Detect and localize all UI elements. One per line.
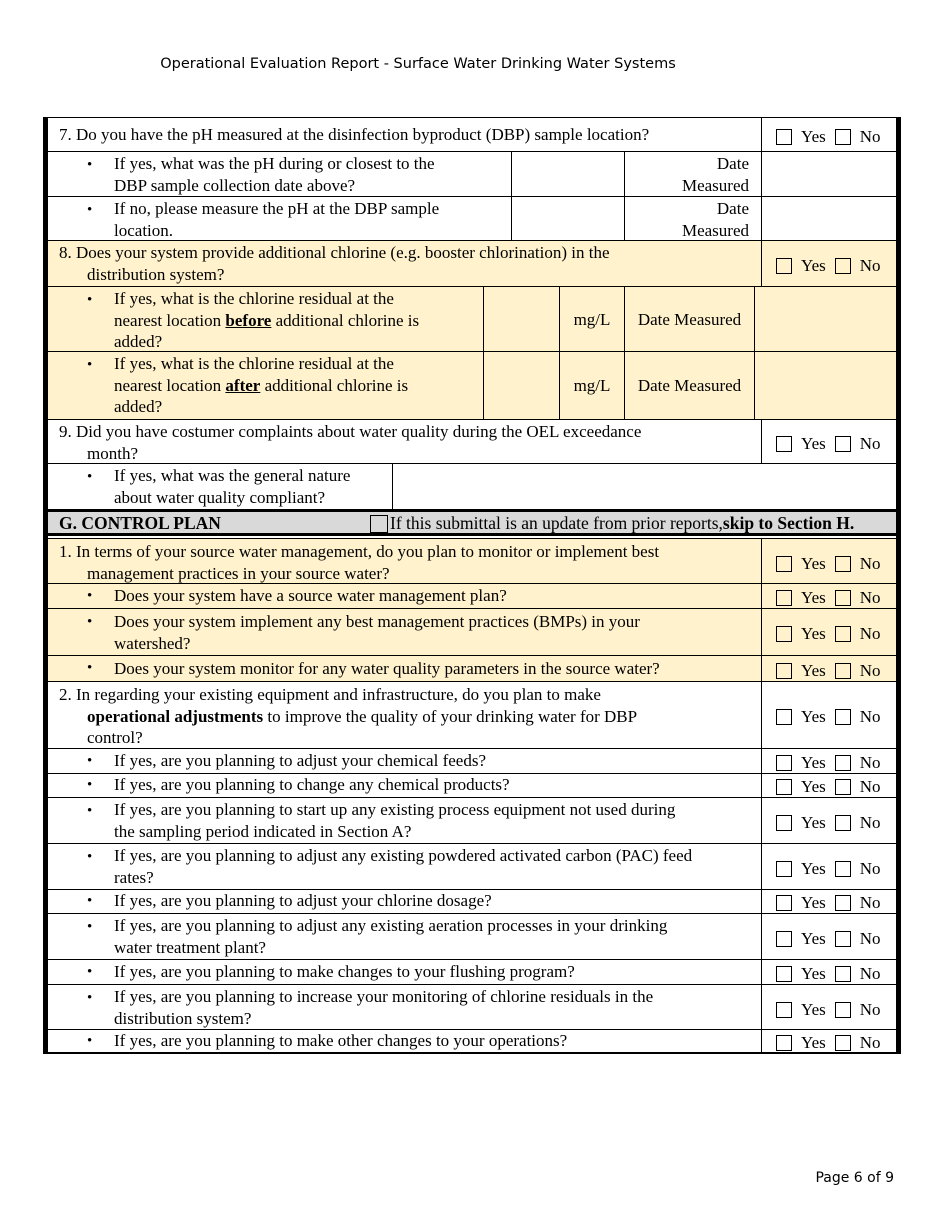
g2-s9-yes-no bbox=[776, 1032, 881, 1054]
no-label: No bbox=[859, 661, 881, 680]
g1a-yes-checkbox[interactable] bbox=[776, 590, 792, 606]
g1-question: management practices in your source water? bbox=[87, 563, 390, 583]
g2-s3-row bbox=[48, 797, 896, 843]
yes-label: Yes bbox=[801, 434, 826, 453]
q9-no-checkbox[interactable] bbox=[835, 436, 851, 452]
q9a-text: If yes, what was the general nature bbox=[114, 466, 351, 485]
no-label: No bbox=[859, 707, 881, 726]
q9-yes-no bbox=[776, 433, 881, 455]
page-number: Page 6 of 9 bbox=[815, 1170, 894, 1186]
yes-label: Yes bbox=[801, 661, 826, 680]
q9-question: 9. Did you have costumer complaints about water quality during the OEL exceedance bbox=[59, 422, 642, 441]
g2-question: 2. In regarding your existing equipment and infrastructure, do you plan to make bbox=[59, 685, 601, 704]
bullet: • bbox=[87, 964, 93, 980]
g1b-yes-checkbox[interactable] bbox=[776, 626, 792, 642]
q7b-ph-input[interactable] bbox=[511, 197, 624, 240]
g2-s8-no-checkbox[interactable] bbox=[835, 1002, 851, 1018]
date-label: Date bbox=[716, 154, 749, 173]
g2-s3-no-checkbox[interactable] bbox=[835, 815, 851, 831]
measured-label: Measured bbox=[681, 175, 749, 195]
q7-yes-no bbox=[776, 126, 881, 148]
q8a-text: If yes, what is the chlorine residual at the bbox=[114, 289, 394, 308]
g2-question: operational adjustments to improve the quality of your drinking water for DBP bbox=[87, 706, 638, 726]
g2-s9-yes-checkbox[interactable] bbox=[776, 1035, 792, 1051]
q7a-text: DBP sample collection date above? bbox=[114, 175, 356, 195]
yes-label: Yes bbox=[801, 554, 826, 573]
yes-label: Yes bbox=[801, 859, 826, 878]
g2-s5-row bbox=[48, 889, 896, 913]
g2-s5-yes-no bbox=[776, 892, 881, 914]
g2-s1-yes-checkbox[interactable] bbox=[776, 755, 792, 771]
bullet: • bbox=[87, 614, 93, 630]
table-bottom-border bbox=[48, 1052, 896, 1054]
q9-question: month? bbox=[87, 443, 138, 463]
update-skip-checkbox[interactable] bbox=[370, 515, 388, 533]
bullet: • bbox=[87, 157, 93, 173]
g2-s6-text: water treatment plant? bbox=[114, 937, 266, 957]
g1a-no-checkbox[interactable] bbox=[835, 590, 851, 606]
g2-s4-yes-checkbox[interactable] bbox=[776, 861, 792, 877]
bullet: • bbox=[87, 803, 93, 819]
q8a-text: added? bbox=[114, 332, 163, 351]
g2-s1-yes-no bbox=[776, 752, 881, 774]
g2-s3-yes-no bbox=[776, 812, 881, 834]
g2-s3-yes-checkbox[interactable] bbox=[776, 815, 792, 831]
g2-s4-no-checkbox[interactable] bbox=[835, 861, 851, 877]
q8b-text: nearest location after additional chlorine is bbox=[114, 375, 409, 395]
g2-no-checkbox[interactable] bbox=[835, 709, 851, 725]
g2-s9-no-checkbox[interactable] bbox=[835, 1035, 851, 1051]
no-label: No bbox=[859, 813, 881, 832]
g1a-text: Does your system have a source water management plan? bbox=[114, 586, 507, 605]
section-g-note: If this submittal is an update from prior reports, bbox=[390, 513, 723, 533]
q9-row bbox=[48, 419, 896, 463]
g2-s2-no-checkbox[interactable] bbox=[835, 779, 851, 795]
g2-s7-no-checkbox[interactable] bbox=[835, 966, 851, 982]
q8-no-checkbox[interactable] bbox=[835, 258, 851, 274]
q9a-text: about water quality compliant? bbox=[114, 487, 326, 507]
q7-question: 7. Do you have the pH measured at the disinfection byproduct (DBP) sample location? bbox=[59, 125, 650, 144]
g2-s2-yes-checkbox[interactable] bbox=[776, 779, 792, 795]
g2-s4-row bbox=[48, 843, 896, 889]
q9-yes-checkbox[interactable] bbox=[776, 436, 792, 452]
no-label: No bbox=[859, 893, 881, 912]
g2-s7-yes-checkbox[interactable] bbox=[776, 966, 792, 982]
bullet: • bbox=[87, 777, 93, 793]
no-label: No bbox=[859, 859, 881, 878]
q7b-date-input[interactable] bbox=[761, 197, 896, 240]
date-label: Date bbox=[716, 199, 749, 218]
no-label: No bbox=[859, 929, 881, 948]
g2-s7-row bbox=[48, 959, 896, 984]
section-g-title: G. CONTROL PLAN bbox=[59, 513, 221, 533]
bullet: • bbox=[87, 292, 93, 308]
g2-question: control? bbox=[87, 728, 143, 747]
g2-s4-text: rates? bbox=[114, 867, 154, 887]
g1-row bbox=[48, 538, 896, 583]
g2-s8-row bbox=[48, 984, 896, 1029]
bullet: • bbox=[87, 202, 93, 218]
g2-s6-no-checkbox[interactable] bbox=[835, 931, 851, 947]
g2-s6-yes-no bbox=[776, 928, 881, 950]
g2-s5-no-checkbox[interactable] bbox=[835, 895, 851, 911]
yes-label: Yes bbox=[801, 127, 826, 146]
yes-label: Yes bbox=[801, 588, 826, 607]
g2-s2-row bbox=[48, 773, 896, 797]
g2-s7-text: If yes, are you planning to make changes to your flushing program? bbox=[114, 962, 575, 981]
g2-s1-no-checkbox[interactable] bbox=[835, 755, 851, 771]
g1c-row bbox=[48, 655, 896, 681]
g2-s3-text: the sampling period indicated in Section A? bbox=[114, 821, 412, 841]
section-g-skip: skip to Section H. bbox=[722, 513, 855, 533]
bullet: • bbox=[87, 849, 93, 865]
no-label: No bbox=[859, 753, 881, 772]
no-label: No bbox=[859, 964, 881, 983]
q8a-text: nearest location before additional chlorine is bbox=[114, 310, 420, 330]
bullet: • bbox=[87, 893, 93, 909]
q7a-row bbox=[48, 151, 896, 196]
g2-s2-yes-no bbox=[776, 776, 881, 798]
g1b-yes-no bbox=[776, 623, 881, 645]
unit-label: mg/L bbox=[573, 376, 611, 395]
g2-s5-text: If yes, are you planning to adjust your chlorine dosage? bbox=[114, 891, 492, 910]
bullet: • bbox=[87, 588, 93, 604]
date-measured-label: Date Measured bbox=[637, 376, 742, 395]
no-label: No bbox=[859, 1000, 881, 1019]
g2-s9-row bbox=[48, 1029, 896, 1053]
q8-yes-checkbox[interactable] bbox=[776, 258, 792, 274]
unit-label: mg/L bbox=[573, 310, 611, 329]
q7-row bbox=[48, 117, 896, 151]
bullet: • bbox=[87, 990, 93, 1006]
q8b-date-input[interactable] bbox=[754, 352, 896, 419]
bullet: • bbox=[87, 660, 93, 676]
q8b-text: If yes, what is the chlorine residual at the bbox=[114, 354, 394, 373]
yes-label: Yes bbox=[801, 624, 826, 643]
bullet: • bbox=[87, 753, 93, 769]
g2-row bbox=[48, 681, 896, 748]
page-header: Operational Evaluation Report - Surface Water Drinking Water Systems bbox=[160, 56, 676, 72]
g2-s2-text: If yes, are you planning to change any chemical products? bbox=[114, 775, 510, 794]
q7-yes-checkbox[interactable] bbox=[776, 129, 792, 145]
q9a-answer-input[interactable] bbox=[392, 464, 896, 509]
g2-s4-text: If yes, are you planning to adjust any existing powdered activated carbon (PAC) feed bbox=[114, 846, 693, 865]
g2-s8-yes-checkbox[interactable] bbox=[776, 1002, 792, 1018]
q8-question: 8. Does your system provide additional chlorine (e.g. booster chlorination) in the bbox=[59, 243, 610, 262]
g1b-no-checkbox[interactable] bbox=[835, 626, 851, 642]
g2-s1-row bbox=[48, 748, 896, 773]
yes-label: Yes bbox=[801, 1033, 826, 1052]
yes-label: Yes bbox=[801, 893, 826, 912]
g2-s8-text: distribution system? bbox=[114, 1008, 252, 1028]
g1c-text: Does your system monitor for any water quality parameters in the source water? bbox=[114, 659, 660, 678]
g2-yes-no bbox=[776, 706, 881, 728]
yes-label: Yes bbox=[801, 1000, 826, 1019]
q8-yes-no bbox=[776, 255, 881, 277]
g2-s8-yes-no bbox=[776, 999, 881, 1021]
section-g-header bbox=[48, 509, 896, 536]
no-label: No bbox=[859, 588, 881, 607]
q8a-row bbox=[48, 286, 896, 351]
g1c-yes-no bbox=[776, 660, 881, 682]
yes-label: Yes bbox=[801, 777, 826, 796]
q8a-residual-input[interactable] bbox=[483, 287, 559, 351]
q7b-text: location. bbox=[114, 220, 174, 240]
g2-s1-text: If yes, are you planning to adjust your chemical feeds? bbox=[114, 751, 486, 770]
q7a-date-input[interactable] bbox=[761, 152, 896, 196]
g1c-no-checkbox[interactable] bbox=[835, 663, 851, 679]
g2-s6-yes-checkbox[interactable] bbox=[776, 931, 792, 947]
bullet: • bbox=[87, 1033, 93, 1049]
g1b-row bbox=[48, 608, 896, 655]
q9a-row bbox=[48, 463, 896, 509]
g1b-text: watershed? bbox=[114, 633, 191, 653]
yes-label: Yes bbox=[801, 707, 826, 726]
g2-s6-text: If yes, are you planning to adjust any existing aeration processes in your drinking bbox=[114, 916, 668, 935]
form-table bbox=[43, 117, 901, 1054]
q7-no-checkbox[interactable] bbox=[835, 129, 851, 145]
q7a-text: If yes, what was the pH during or closest to the bbox=[114, 154, 435, 173]
g2-s5-yes-checkbox[interactable] bbox=[776, 895, 792, 911]
yes-label: Yes bbox=[801, 256, 826, 275]
no-label: No bbox=[859, 777, 881, 796]
q7b-row bbox=[48, 196, 896, 240]
date-measured-label: Date Measured bbox=[637, 310, 742, 329]
g2-s3-text: If yes, are you planning to start up any existing process equipment not used during bbox=[114, 800, 676, 819]
no-label: No bbox=[859, 624, 881, 643]
g1b-text: Does your system implement any best management practices (BMPs) in your bbox=[114, 612, 640, 631]
g1-yes-checkbox[interactable] bbox=[776, 556, 792, 572]
bullet: • bbox=[87, 469, 93, 485]
g1a-yes-no bbox=[776, 587, 881, 609]
g1-question: 1. In terms of your source water management, do you plan to monitor or implement best bbox=[59, 542, 660, 561]
yes-label: Yes bbox=[801, 964, 826, 983]
q8-row bbox=[48, 240, 896, 286]
measured-label: Measured bbox=[681, 220, 749, 240]
bullet: • bbox=[87, 919, 93, 935]
no-label: No bbox=[859, 434, 881, 453]
no-label: No bbox=[859, 1033, 881, 1052]
no-label: No bbox=[859, 127, 881, 146]
g1-yes-no bbox=[776, 553, 881, 575]
q8b-text: added? bbox=[114, 397, 163, 416]
g2-s7-yes-no bbox=[776, 963, 881, 985]
no-label: No bbox=[859, 256, 881, 275]
no-label: No bbox=[859, 554, 881, 573]
yes-label: Yes bbox=[801, 813, 826, 832]
yes-label: Yes bbox=[801, 753, 826, 772]
bullet: • bbox=[87, 357, 93, 373]
q8a-date-input[interactable] bbox=[754, 287, 896, 351]
g2-s4-yes-no bbox=[776, 858, 881, 880]
g2-s6-row bbox=[48, 913, 896, 959]
q8b-row bbox=[48, 351, 896, 419]
q8b-residual-input[interactable] bbox=[483, 352, 559, 419]
q8-question: distribution system? bbox=[87, 264, 225, 284]
g1a-row bbox=[48, 583, 896, 608]
q7b-text: If no, please measure the pH at the DBP sample bbox=[114, 199, 440, 218]
g2-s8-text: If yes, are you planning to increase your monitoring of chlorine residuals in the bbox=[114, 987, 654, 1006]
g1-no-checkbox[interactable] bbox=[835, 556, 851, 572]
g2-s9-text: If yes, are you planning to make other changes to your operations? bbox=[114, 1031, 568, 1050]
yes-label: Yes bbox=[801, 929, 826, 948]
g2-yes-checkbox[interactable] bbox=[776, 709, 792, 725]
g1c-yes-checkbox[interactable] bbox=[776, 663, 792, 679]
q7a-ph-input[interactable] bbox=[511, 152, 624, 196]
